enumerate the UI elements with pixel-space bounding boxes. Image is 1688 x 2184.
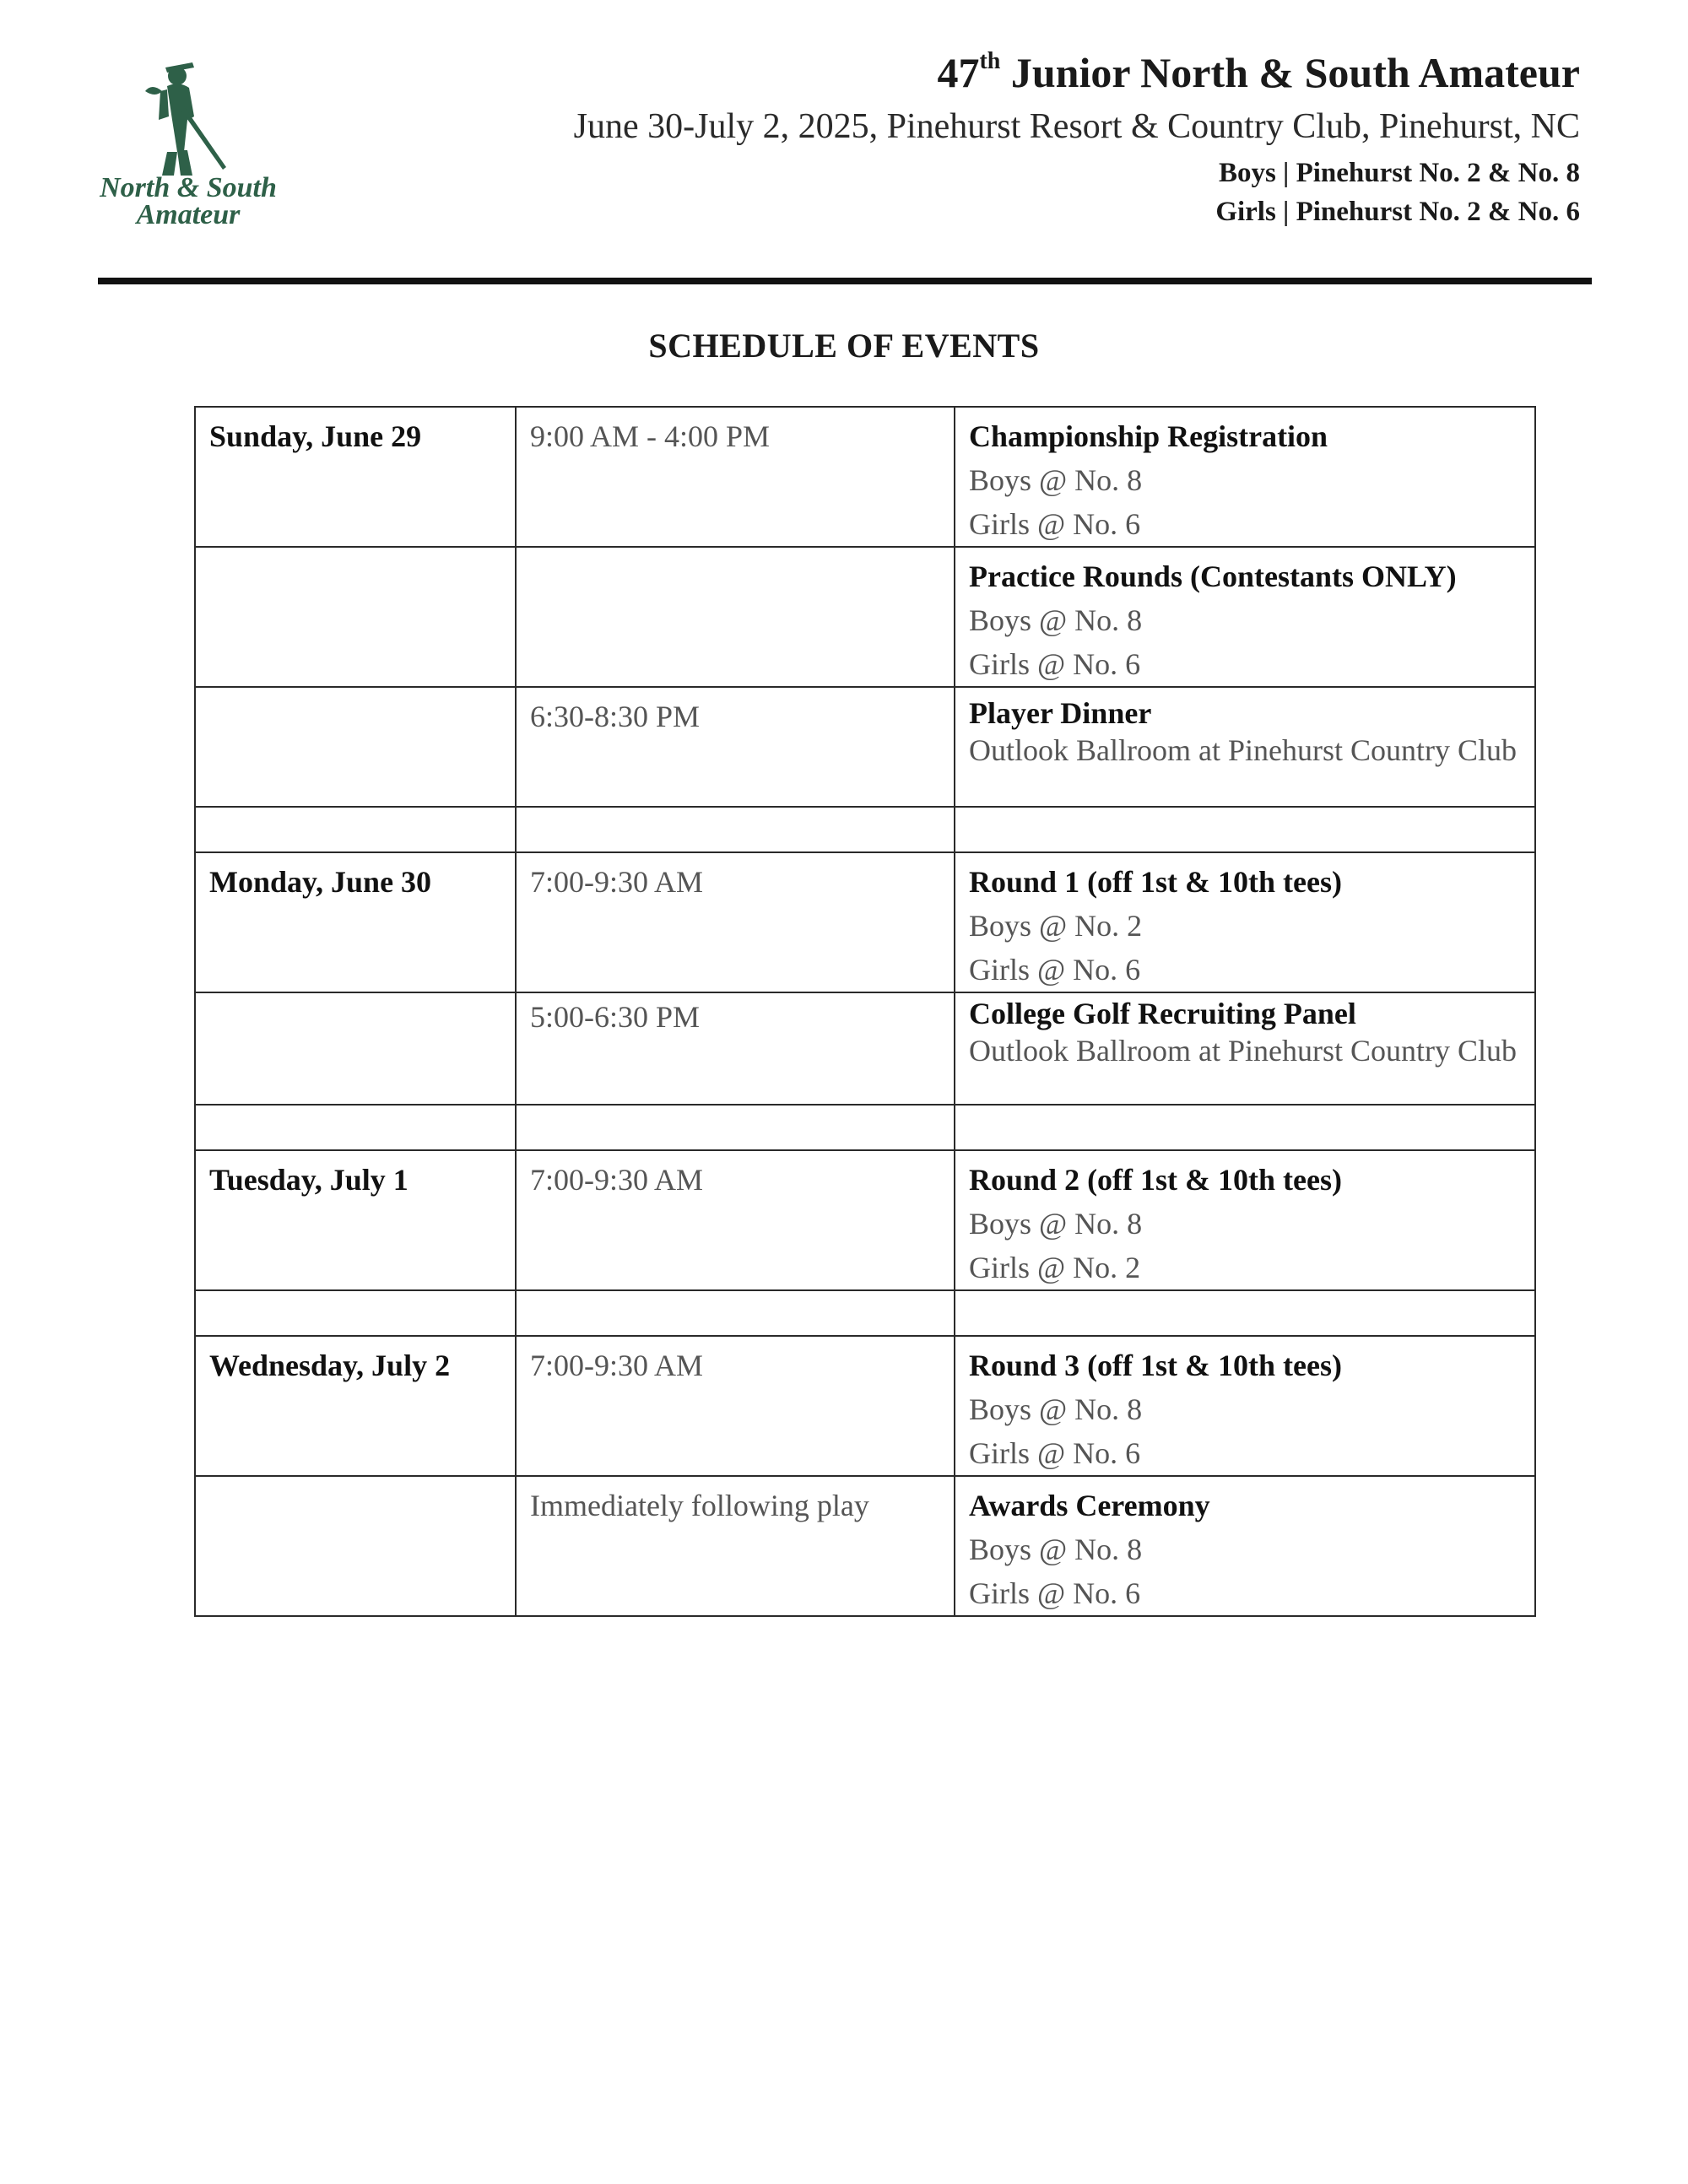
event-detail: Girls @ No. 6 [969, 507, 1141, 541]
logo-text-line1: North & South [100, 172, 277, 203]
event-detail: Outlook Ballroom at Pinehurst Country Club [969, 1034, 1517, 1068]
event-title: Championship Registration [969, 419, 1328, 453]
table-row [195, 547, 1535, 687]
empty-cell [195, 1290, 516, 1336]
time-cell: Immediately following play [516, 1476, 955, 1616]
event-detail: Girls @ No. 2 [969, 1251, 1141, 1284]
table-row [195, 407, 1535, 547]
event-detail: Girls @ No. 6 [969, 647, 1141, 681]
event-cell [955, 852, 1535, 992]
event-cell [955, 992, 1535, 1105]
event-cell [955, 547, 1535, 687]
schedule-title: SCHEDULE OF EVENTS [648, 327, 1040, 365]
empty-cell [516, 807, 955, 852]
day-cell: Tuesday, July 1 [195, 1150, 516, 1290]
day-cell [195, 687, 516, 807]
event-detail: Boys @ No. 8 [969, 1392, 1143, 1426]
boys-courses: Boys | Pinehurst No. 2 & No. 8 [1218, 158, 1580, 188]
empty-cell [955, 807, 1535, 852]
spacer-row [195, 1290, 1535, 1336]
event-detail: Boys @ No. 8 [969, 463, 1143, 497]
event-detail: Outlook Ballroom at Pinehurst Country Club [969, 733, 1517, 767]
tournament-title [937, 47, 1580, 98]
header-divider [98, 278, 1592, 284]
logo-text-line2: Amateur [136, 199, 241, 230]
day-cell [195, 1476, 516, 1616]
empty-cell [195, 1105, 516, 1150]
schedule-table [194, 406, 1536, 1617]
event-cell [955, 1150, 1535, 1290]
table-row [195, 852, 1535, 992]
event-cell [955, 1476, 1535, 1616]
north-south-amateur-logo [100, 57, 277, 243]
event-cell [955, 407, 1535, 547]
event-detail: Boys @ No. 8 [969, 1533, 1143, 1566]
event-title: College Golf Recruiting Panel [969, 997, 1356, 1030]
time-cell: 7:00-9:30 AM [516, 1150, 955, 1290]
title-name: Junior North & South Amateur [1000, 49, 1580, 96]
day-cell: Sunday, June 29 [195, 407, 516, 547]
day-cell [195, 547, 516, 687]
event-cell [955, 1336, 1535, 1476]
event-title: Round 3 (off 1st & 10th tees) [969, 1349, 1342, 1382]
event-title: Round 2 (off 1st & 10th tees) [969, 1163, 1342, 1197]
empty-cell [955, 1290, 1535, 1336]
empty-cell [516, 1105, 955, 1150]
event-cell [955, 687, 1535, 807]
event-detail: Boys @ No. 8 [969, 1207, 1143, 1241]
golfer-logo-icon [100, 57, 277, 184]
table-row [195, 687, 1535, 807]
event-title: Practice Rounds (Contestants ONLY) [969, 560, 1457, 593]
time-cell [516, 547, 955, 687]
empty-cell [955, 1105, 1535, 1150]
day-cell: Wednesday, July 2 [195, 1336, 516, 1476]
table-row [195, 1336, 1535, 1476]
time-cell: 6:30-8:30 PM [516, 687, 955, 807]
time-cell: 7:00-9:30 AM [516, 1336, 955, 1476]
day-cell: Monday, June 30 [195, 852, 516, 992]
event-detail: Girls @ No. 6 [969, 1436, 1141, 1470]
time-cell: 9:00 AM - 4:00 PM [516, 407, 955, 547]
empty-cell [195, 807, 516, 852]
girls-courses: Girls | Pinehurst No. 2 & No. 6 [1215, 197, 1580, 227]
event-detail: Girls @ No. 6 [969, 953, 1141, 987]
event-title: Awards Ceremony [969, 1489, 1210, 1522]
event-detail: Boys @ No. 8 [969, 603, 1143, 637]
spacer-row [195, 1105, 1535, 1150]
event-detail: Girls @ No. 6 [969, 1576, 1141, 1610]
table-row [195, 1476, 1535, 1616]
time-cell: 7:00-9:30 AM [516, 852, 955, 992]
event-title: Round 1 (off 1st & 10th tees) [969, 865, 1342, 899]
table-row [195, 992, 1535, 1105]
table-row [195, 1150, 1535, 1290]
title-ordinal-suffix: th [979, 48, 1001, 74]
day-cell [195, 992, 516, 1105]
empty-cell [516, 1290, 955, 1336]
time-cell: 5:00-6:30 PM [516, 992, 955, 1105]
event-detail: Boys @ No. 2 [969, 909, 1143, 943]
title-number: 47 [937, 49, 980, 96]
spacer-row [195, 807, 1535, 852]
tournament-dates-location: June 30-July 2, 2025, Pinehurst Resort & Country Club, Pinehurst, NC [573, 107, 1580, 146]
event-title: Player Dinner [969, 696, 1152, 730]
